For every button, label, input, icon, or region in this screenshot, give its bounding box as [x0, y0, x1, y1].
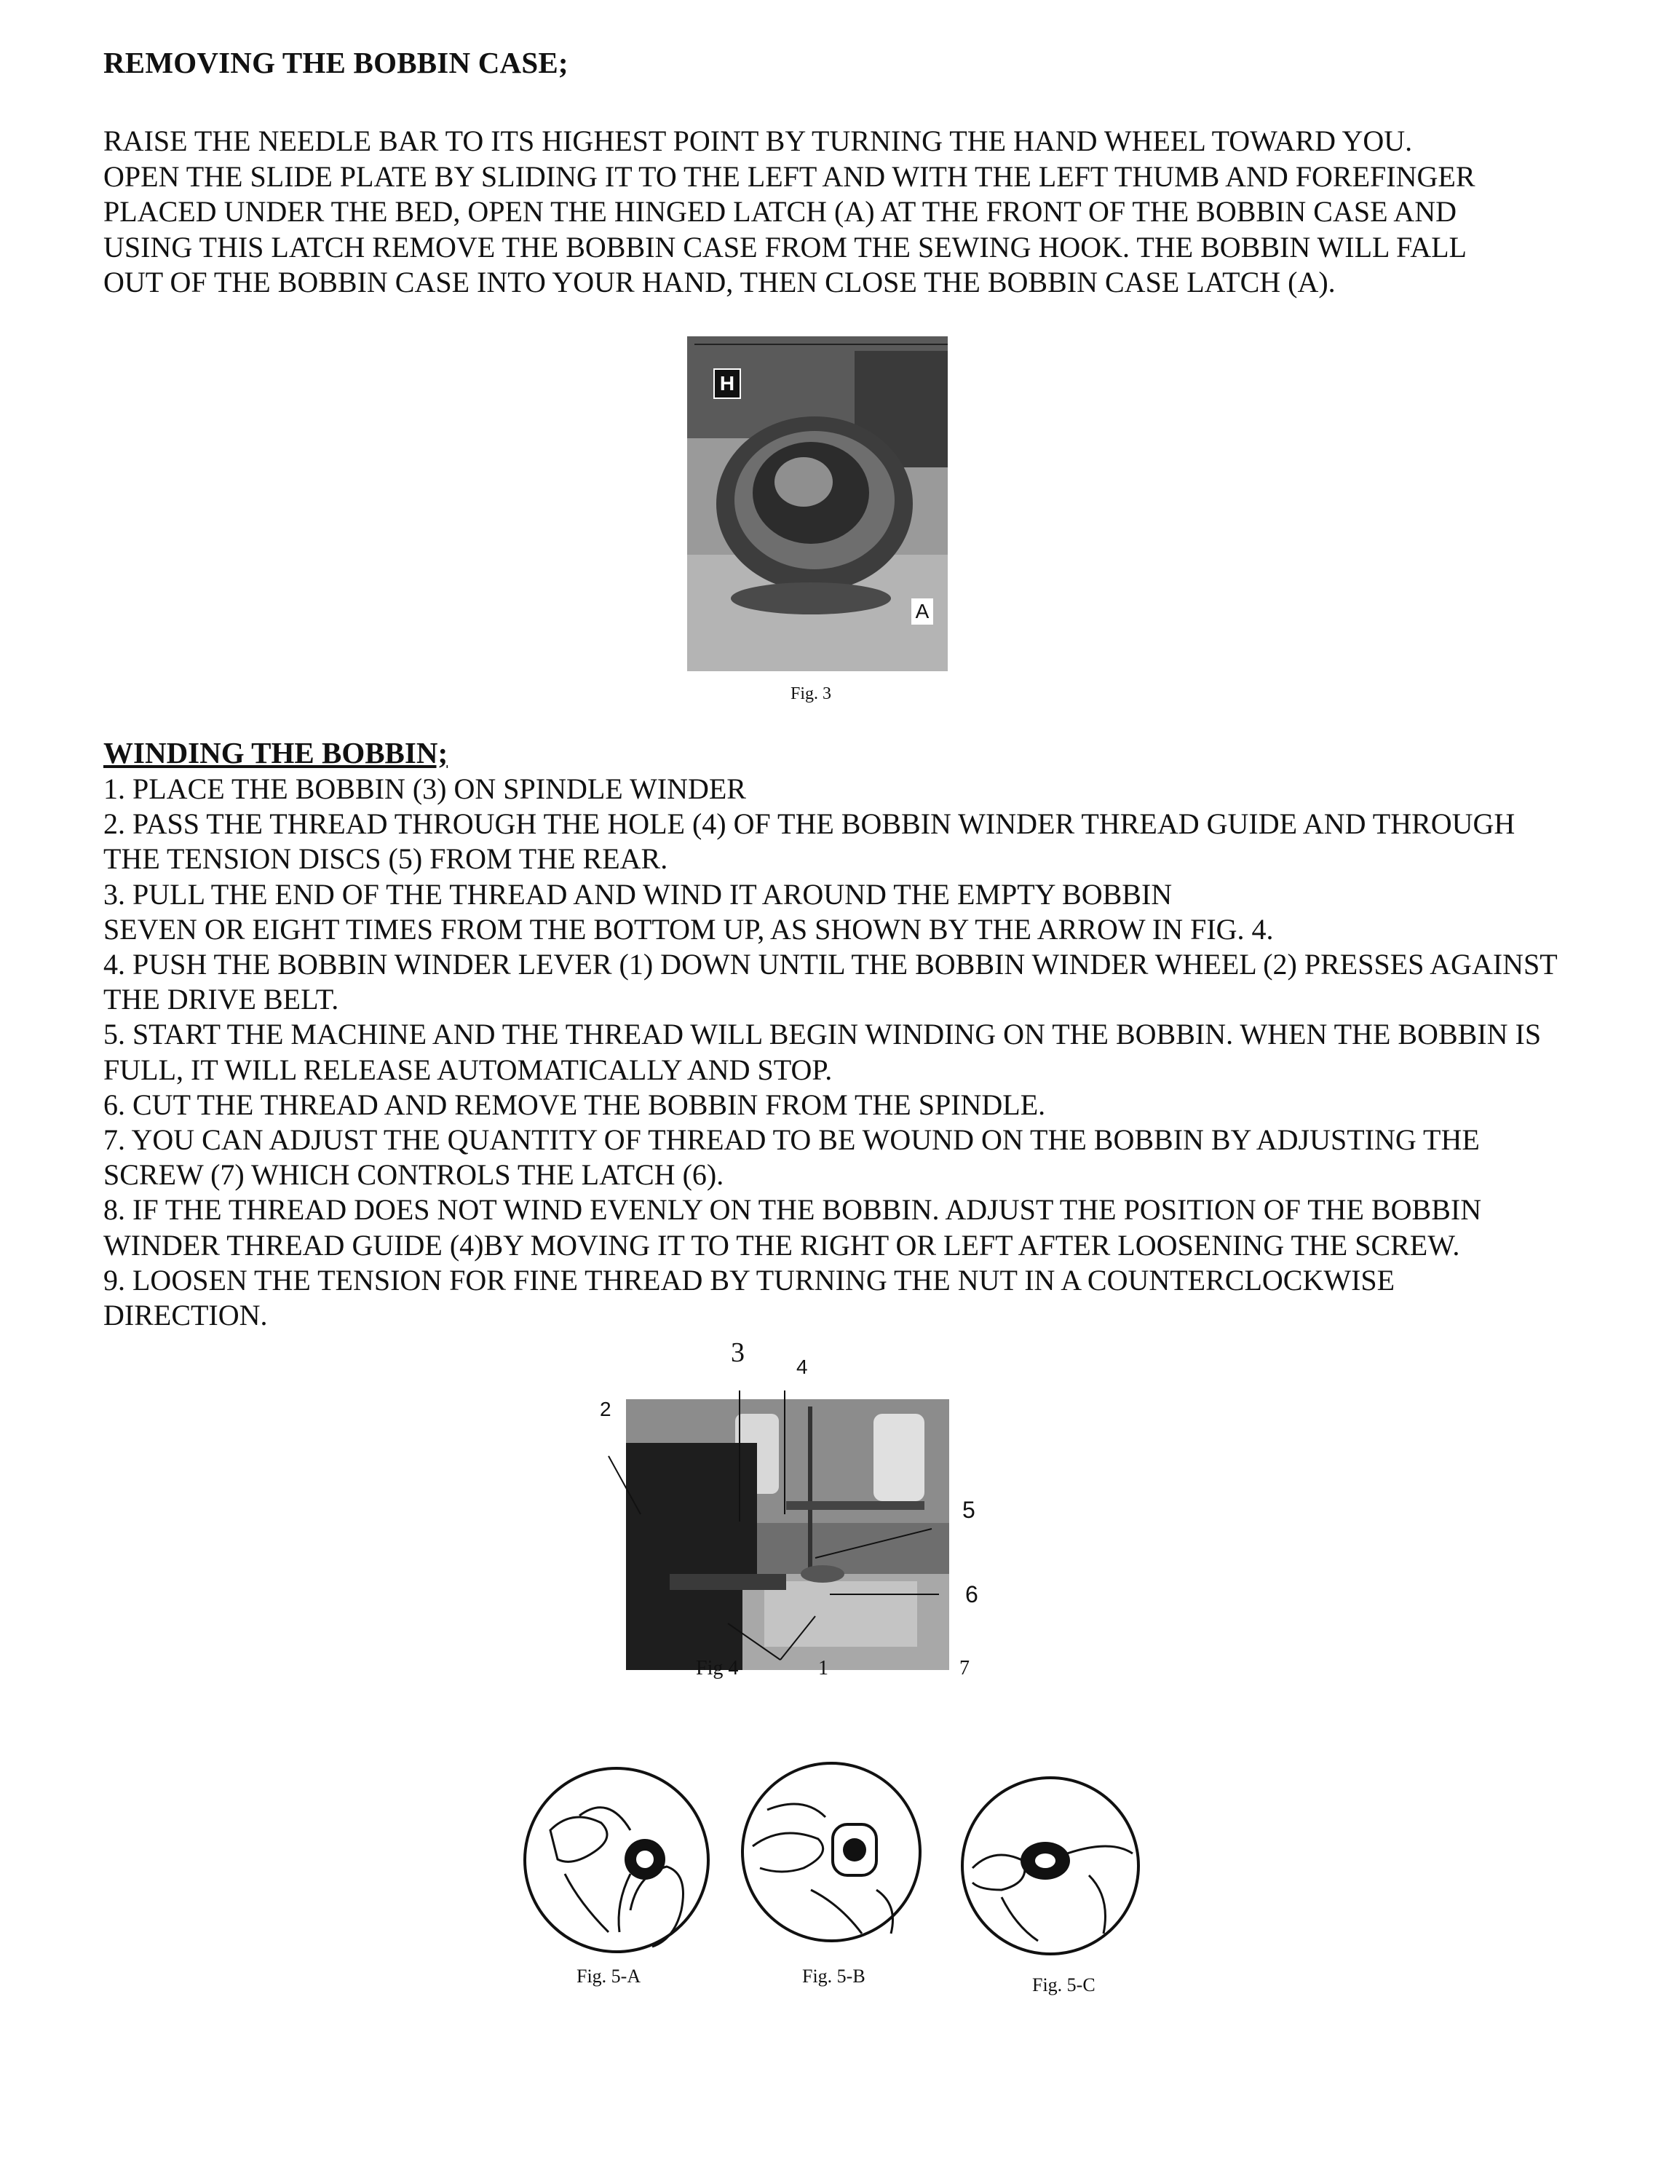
section-heading-removing-bobbin-case: REMOVING THE BOBBIN CASE;: [103, 46, 568, 79]
fig4-callout-1: 1: [818, 1657, 828, 1679]
step-line: 1. PLACE THE BOBBIN (3) ON SPINDLE WINDER: [103, 772, 746, 805]
step-line: 5. START THE MACHINE AND THE THREAD WILL BEGIN WINDING ON THE BOBBIN. WHEN THE BOBBIN IS: [103, 1018, 1542, 1051]
winding-steps: [103, 772, 1558, 1333]
fig5c-hands-winding-illustration: [958, 1773, 1143, 1958]
section-heading-winding-bobbin: WINDING THE BOBBIN;: [103, 736, 448, 769]
instruction-line: OUT OF THE BOBBIN CASE INTO YOUR HAND, THEN CLOSE THE BOBBIN CASE LATCH (A).: [103, 266, 1336, 299]
fig4-callout-2: 2: [600, 1398, 611, 1420]
step-line: 3. PULL THE END OF THE THREAD AND WIND IT AROUND THE EMPTY BOBBIN: [103, 877, 1173, 911]
step-line: THE TENSION DISCS (5) FROM THE REAR.: [103, 842, 668, 876]
step-line: SEVEN OR EIGHT TIMES FROM THE BOTTOM UP, AS SHOWN BY THE ARROW IN FIG. 4.: [103, 912, 1274, 946]
fig4-callout-7: 7: [959, 1657, 970, 1679]
step-line: 4. PUSH THE BOBBIN WINDER LEVER (1) DOWN UNTIL THE BOBBIN WINDER WHEEL (2) PRESSES AGAINST: [103, 948, 1558, 981]
fig4-callout-4: 4: [796, 1356, 808, 1378]
fig4-callout-lines: [597, 1376, 990, 1696]
fig4-caption: Fig 4: [696, 1657, 739, 1679]
step-line: WINDER THREAD GUIDE (4)BY MOVING IT TO THE RIGHT OR LEFT AFTER LOOSENING THE SCREW.: [103, 1228, 1460, 1262]
step-line: FULL, IT WILL RELEASE AUTOMATICALLY AND STOP.: [103, 1053, 833, 1086]
fig5c-caption: Fig. 5-C: [1032, 1974, 1095, 1995]
fig5b-caption: Fig. 5-B: [802, 1966, 865, 1987]
instruction-line: USING THIS LATCH REMOVE THE BOBBIN CASE FROM THE SEWING HOOK. THE BOBBIN WILL FALL: [103, 230, 1467, 264]
instruction-line: OPEN THE SLIDE PLATE BY SLIDING IT TO THE LEFT AND WITH THE LEFT THUMB AND FOREFINGER: [103, 159, 1475, 193]
step-line: 7. YOU CAN ADJUST THE QUANTITY OF THREAD TO BE WOUND ON THE BOBBIN BY ADJUSTING THE: [103, 1123, 1480, 1157]
step-line: 6. CUT THE THREAD AND REMOVE THE BOBBIN FROM THE SPINDLE.: [103, 1088, 1046, 1121]
instruction-line: PLACED UNDER THE BED, OPEN THE HINGED LATCH (A) AT THE FRONT OF THE BOBBIN CASE AND: [103, 195, 1457, 229]
step-line: SCREW (7) WHICH CONTROLS THE LATCH (6).: [103, 1158, 724, 1192]
fig3-label-h: H: [713, 368, 741, 399]
step-line: THE DRIVE BELT.: [103, 983, 339, 1016]
fig4-callout-3: 3: [731, 1337, 745, 1368]
fig5a-caption: Fig. 5-A: [576, 1966, 641, 1987]
step-line: DIRECTION.: [103, 1299, 268, 1332]
fig5b-hands-winding-illustration: [738, 1759, 924, 1945]
step-line: 2. PASS THE THREAD THROUGH THE HOLE (4) OF THE BOBBIN WINDER THREAD GUIDE AND THROUGH: [103, 807, 1515, 841]
removing-instructions: [103, 124, 1475, 301]
instruction-line: RAISE THE NEEDLE BAR TO ITS HIGHEST POINT BY TURNING THE HAND WHEEL TOWARD YOU.: [103, 124, 1413, 157]
fig3-caption: Fig. 3: [791, 684, 832, 703]
fig3-label-a: A: [911, 598, 933, 625]
fig5a-hands-winding-illustration: [521, 1765, 712, 1955]
fig4-callout-6: 6: [965, 1581, 978, 1607]
step-line: 9. LOOSEN THE TENSION FOR FINE THREAD BY TURNING THE NUT IN A COUNTERCLOCKWISE: [103, 1263, 1395, 1297]
fig4-callout-5: 5: [962, 1497, 975, 1523]
step-line: 8. IF THE THREAD DOES NOT WIND EVENLY ON THE BOBBIN. ADJUST THE POSITION OF THE BOBBIN: [103, 1193, 1482, 1227]
fig3-bobbin-case-photo: [687, 336, 948, 671]
